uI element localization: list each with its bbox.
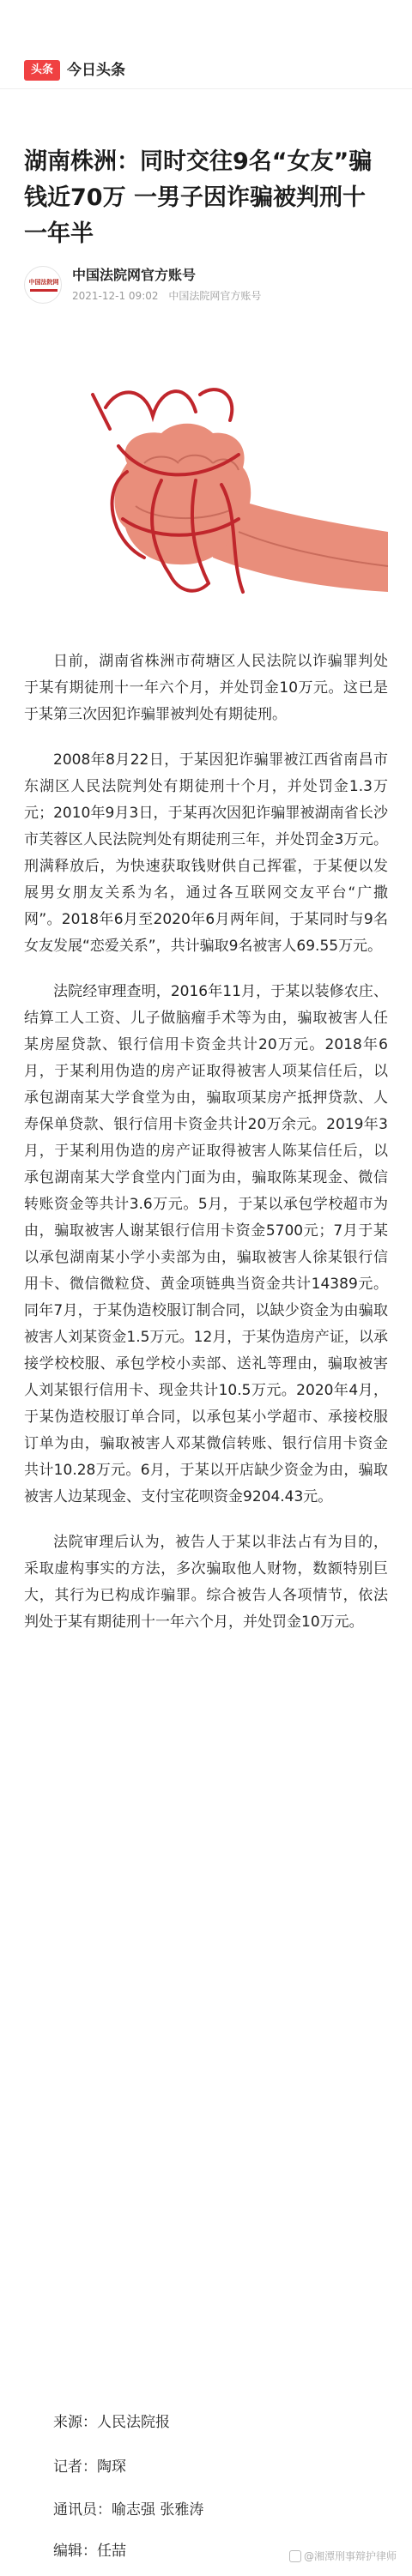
watermark bbox=[289, 2549, 397, 2564]
article-paragraph: 法院经审理查明，2016年11月，于某以装修农庄、结算工人工资、儿子做脑瘤手术等为由，骗取被害人任某房屋贷款、银行信用卡资金共计20万元。2018年6月，于某利用伪造的房产证取得被害人项某信任后，以承包湖南某大学食堂为由，骗取项某房产抵押贷款、人寿保单贷款、银行信用卡资金共计20万余元。2019年3月，于某利用伪造的房产证取得被害人陈某信任后，以承包湖南某大学食堂内门面为由，骗取陈某现金、微信转账资金等共计3.6万元。5月，于某以承包学校超市为由，骗取被害人谢某银行信用卡资金5700元；7月于某以承包湖南某小学小卖部为由，骗取被害人徐某银行信用卡、微信微粒贷、黄金项链典当资金共计14389元。同年7月，于某伪造校服订制合同，以缺少资金为由骗取被害人刘某资金1.5万元。12月，于某伪造房产证，以承接学校校服、承包学校小卖部、送礼等理由，骗取被害人刘某银行信用卡、现金共计10.5万元。2020年4月，于某伪造校服订单合同，以承包某小学超市、承接校服订单为由，骗取被害人邓某微信转账、银行信用卡资金共计10.28万元。6月，于某以开店缺少资金为由，骗取被害人边某现金、支付宝花呗资金9204.43元。 bbox=[24, 983, 388, 1505]
credit-editor: 编辑：任喆 bbox=[53, 2543, 126, 2560]
fist-illustration bbox=[24, 335, 388, 626]
watermark-icon bbox=[289, 2550, 301, 2562]
credit-correspondents: 通讯员：喻志强 张雅涛 bbox=[53, 2501, 204, 2519]
publish-time: 2021-12-1 09:02 bbox=[72, 290, 159, 302]
source-tag: 中国法院网官方账号 bbox=[168, 290, 262, 302]
article-body bbox=[24, 649, 388, 1655]
credit-reporter: 记者：陶琛 bbox=[53, 2458, 126, 2476]
watermark-text: @湘潭刑事辩护律师 bbox=[303, 2550, 397, 2562]
avatar-logo-text: 中国法院网 bbox=[28, 279, 59, 286]
article-paragraph: 2008年8月22日，于某因犯诈骗罪被江西省南昌市东湖区人民法院判处有期徒刑十个月，并处罚金1.3万元；2010年9月3日，于某再次因犯诈骗罪被湖南省长沙市芙蓉区人民法院判处有期徒刑三年，并处罚金3万元。刑满释放后，为快速获取钱财供自己挥霍，于某便以发展男女朋友关系为名，通过各互联网交友平台“广撒网”。2018年6月至2020年6月两年间，于某同时与9名女友发展“恋爱关系”，共计骗取9名被害人69.55万元。 bbox=[24, 751, 388, 955]
app-header bbox=[0, 51, 412, 89]
article-meta bbox=[72, 288, 268, 304]
credit-source: 来源：人民法院报 bbox=[53, 2414, 170, 2431]
app-name: 今日头条 bbox=[67, 62, 125, 79]
article-paragraph: 法院审理后认为，被告人于某以非法占有为目的，采取虚构事实的方法，多次骗取他人财物，数额特别巨大，其行为已构成诈骗罪。综合被告人各项情节，依法判处于某有期徒刑十一年六个月，并处罚金10万元。 bbox=[24, 1534, 388, 1631]
avatar-logo-bar bbox=[30, 289, 58, 292]
article-title: 湖南株洲：同时交往9名“女友”骗钱近70万 一男子因诈骗被判刑十一年半 bbox=[24, 148, 373, 247]
author-avatar[interactable] bbox=[24, 266, 62, 304]
author-name[interactable]: 中国法院网官方账号 bbox=[72, 267, 197, 283]
article-paragraph: 日前，湖南省株洲市荷塘区人民法院以诈骗罪判处于某有期徒刑十一年六个月，并处罚金10万元。这已是于某第三次因犯诈骗罪被判处有期徒刑。 bbox=[24, 653, 388, 723]
hero-image-fist-with-money bbox=[24, 335, 388, 626]
toutiao-logo[interactable]: 头条 bbox=[24, 60, 60, 81]
